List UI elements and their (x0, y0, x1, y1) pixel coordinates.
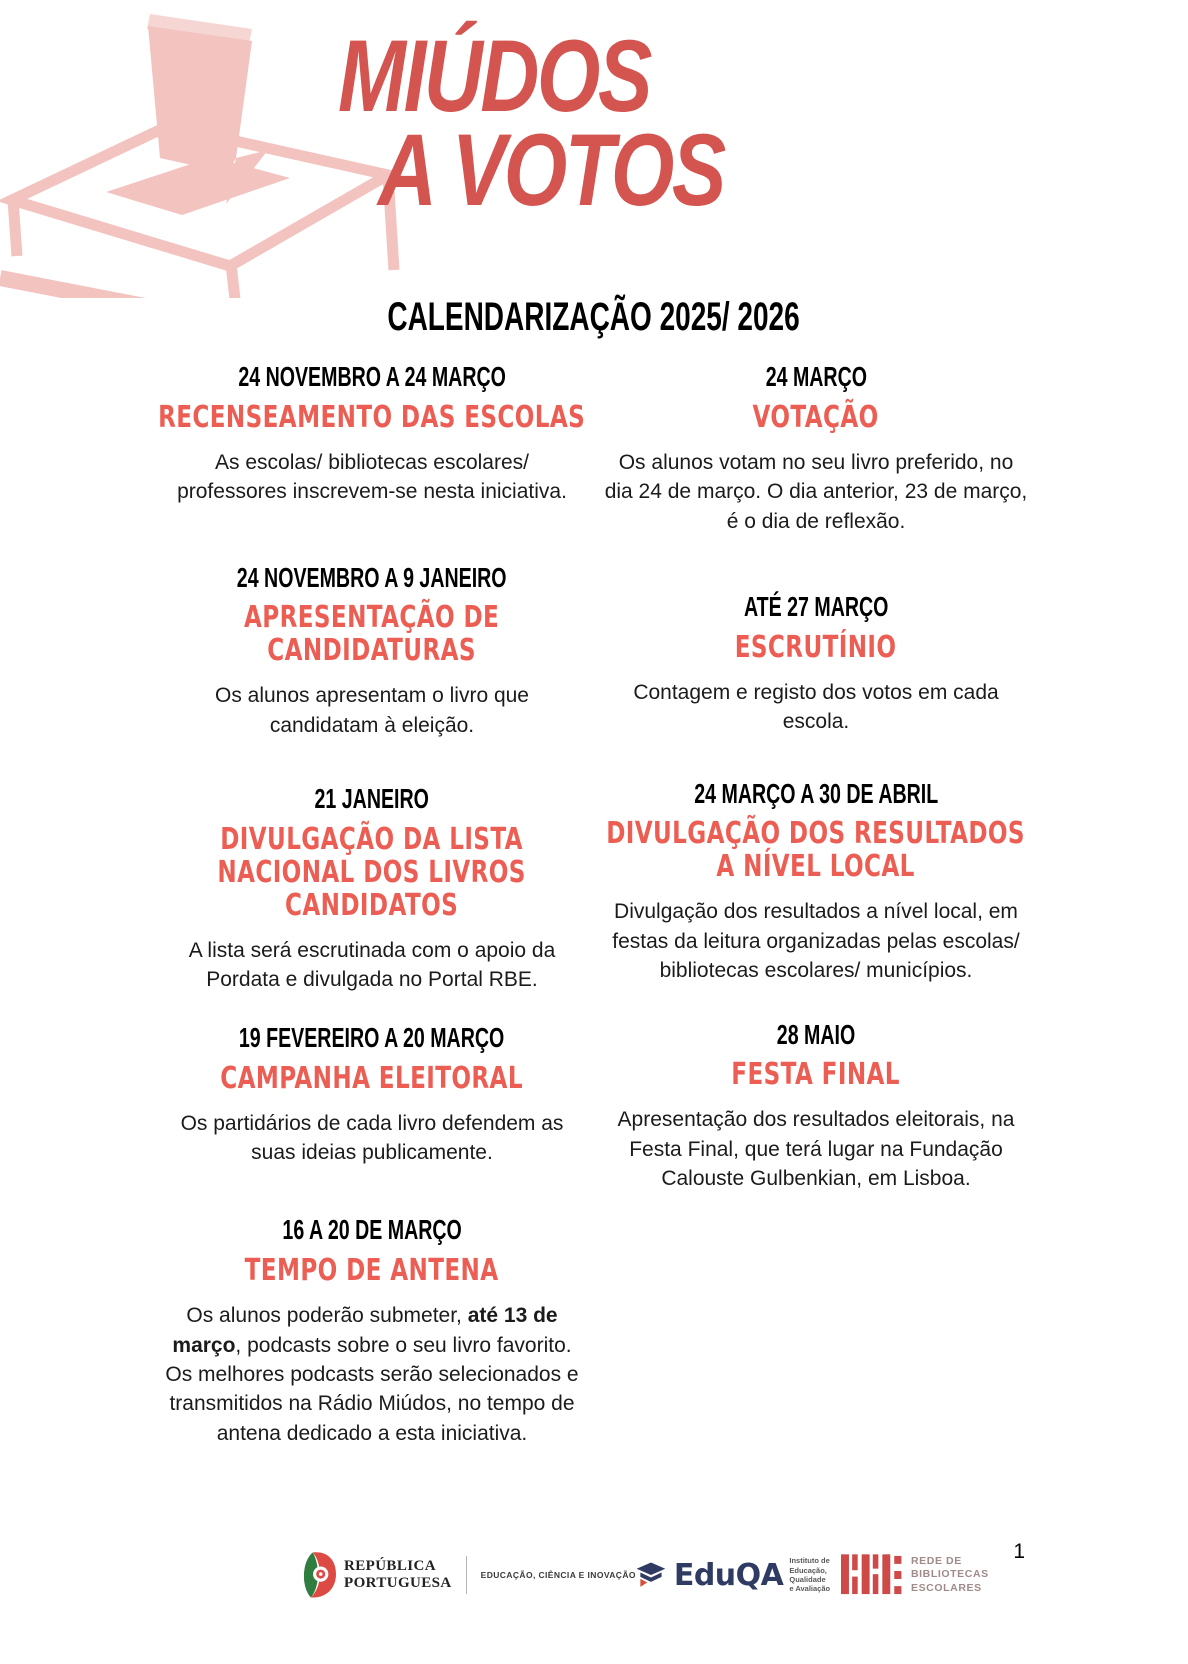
event-festa-final (594, 1020, 1038, 1194)
event-date: 24 MARÇO A 30 DE ABRIL (694, 777, 938, 809)
event-date: 19 FEVEREIRO A 20 MARÇO (239, 1021, 505, 1053)
eduqa-tagline: Instituto de Educação, Qualidade e Avaliação (789, 1556, 831, 1594)
event-tempo-antena (150, 1215, 594, 1448)
rbe-logo (841, 1550, 989, 1600)
footer (300, 1535, 989, 1615)
event-candidaturas (150, 563, 594, 741)
event-title: ESCRUTÍNIO (735, 629, 897, 665)
event-description: Contagem e registo dos votos em cada escola. (633, 680, 999, 734)
right-column (594, 362, 1038, 1448)
event-description: Os alunos votam no seu livro preferido, no dia 24 de março. O dia anterior, 23 de março, é o dia de reflexão. (604, 450, 1028, 533)
ministry-tagline: EDUCAÇÃO, CIÊNCIA E INOVAÇÃO (480, 1570, 636, 1580)
page-title-text: CALENDARIZAÇÃO 2025/ 2026 (387, 295, 801, 339)
left-column (150, 362, 594, 1448)
event-votacao (594, 362, 1038, 536)
event-title: DIVULGAÇÃO DOS RESULTADOS A NÍVEL LOCAL (606, 816, 1026, 885)
event-title: VOTAÇÃO (752, 399, 880, 435)
eduqa-wordmark: EduQA (673, 1557, 784, 1593)
brand-wordmark (338, 19, 724, 227)
republica-portuguesa-logo (300, 1549, 636, 1601)
event-description: Os alunos apresentam o livro que candidatam à eleição. (214, 684, 529, 737)
event-description: Apresentação dos resultados eleitorais, na Festa Final, que terá lugar na Fundação Calouste Gulbenkian, em Lisboa. (617, 1108, 1015, 1191)
event-title: TEMPO DE ANTENA (245, 1253, 499, 1289)
calendar-columns (150, 362, 1038, 1448)
page-number: 1 (1013, 1540, 1025, 1563)
eduqa-icon (636, 1553, 666, 1597)
event-lista-nacional (150, 784, 594, 995)
event-date: 24 MARÇO (765, 361, 867, 392)
event-date: 21 JANEIRO (314, 783, 430, 815)
event-description: A lista será escrutinada com o apoio da Pordata e divulgada no Portal RBE. (188, 938, 556, 992)
event-date: 16 A 20 DE MARÇO (282, 1214, 462, 1246)
event-resultados-local (594, 779, 1038, 986)
event-escrutinio (594, 592, 1038, 737)
event-date: ATÉ 27 MARÇO (743, 590, 889, 622)
event-date: 28 MAIO (776, 1018, 856, 1050)
republica-flag-icon (300, 1549, 336, 1601)
event-description: Divulgação dos resultados a nível local, em festas da leitura organizadas pelas escolas/ bibliotecas escolares/ municípios. (612, 900, 1020, 983)
republica-text: REPÚBLICA PORTUGUESA (344, 1558, 452, 1591)
event-title: DIVULGAÇÃO DA LISTA NACIONAL DOS LIVROS CANDIDATOS (217, 821, 527, 923)
event-title: RECENSEAMENTO DAS ESCOLAS (158, 399, 586, 435)
brand-line1: MIÚDOS (338, 19, 650, 133)
event-date: 24 NOVEMBRO A 9 JANEIRO (237, 561, 507, 593)
event-title: FESTA FINAL (731, 1057, 901, 1093)
brand-line2: A VOTOS (378, 112, 724, 227)
event-description: Os alunos poderão submeter, até 13 de março, podcasts sobre o seu livro favorito. Os melhores podcasts serão selecionados e transmitidos na Rádio Miúdos, no tempo de antena dedicado a esta iniciativa. (165, 1304, 579, 1445)
event-campanha (150, 1023, 594, 1168)
event-title: CAMPANHA ELEITORAL (220, 1060, 524, 1096)
event-title: APRESENTAÇÃO DE CANDIDATURAS (244, 600, 500, 669)
divider (466, 1556, 467, 1594)
event-description: As escolas/ bibliotecas escolares/ professores inscrevem-se nesta iniciativa. (177, 450, 567, 504)
page-title (0, 295, 1188, 340)
event-recenseamento (150, 362, 594, 507)
event-date: 24 NOVEMBRO A 24 MARÇO (238, 361, 506, 392)
event-description: Os partidários de cada livro defendem as suas ideias publicamente. (180, 1111, 564, 1164)
rbe-icon (841, 1550, 903, 1600)
rbe-text: REDE DE BIBLIOTECAS ESCOLARES (910, 1554, 989, 1594)
eduqa-logo (636, 1553, 841, 1597)
